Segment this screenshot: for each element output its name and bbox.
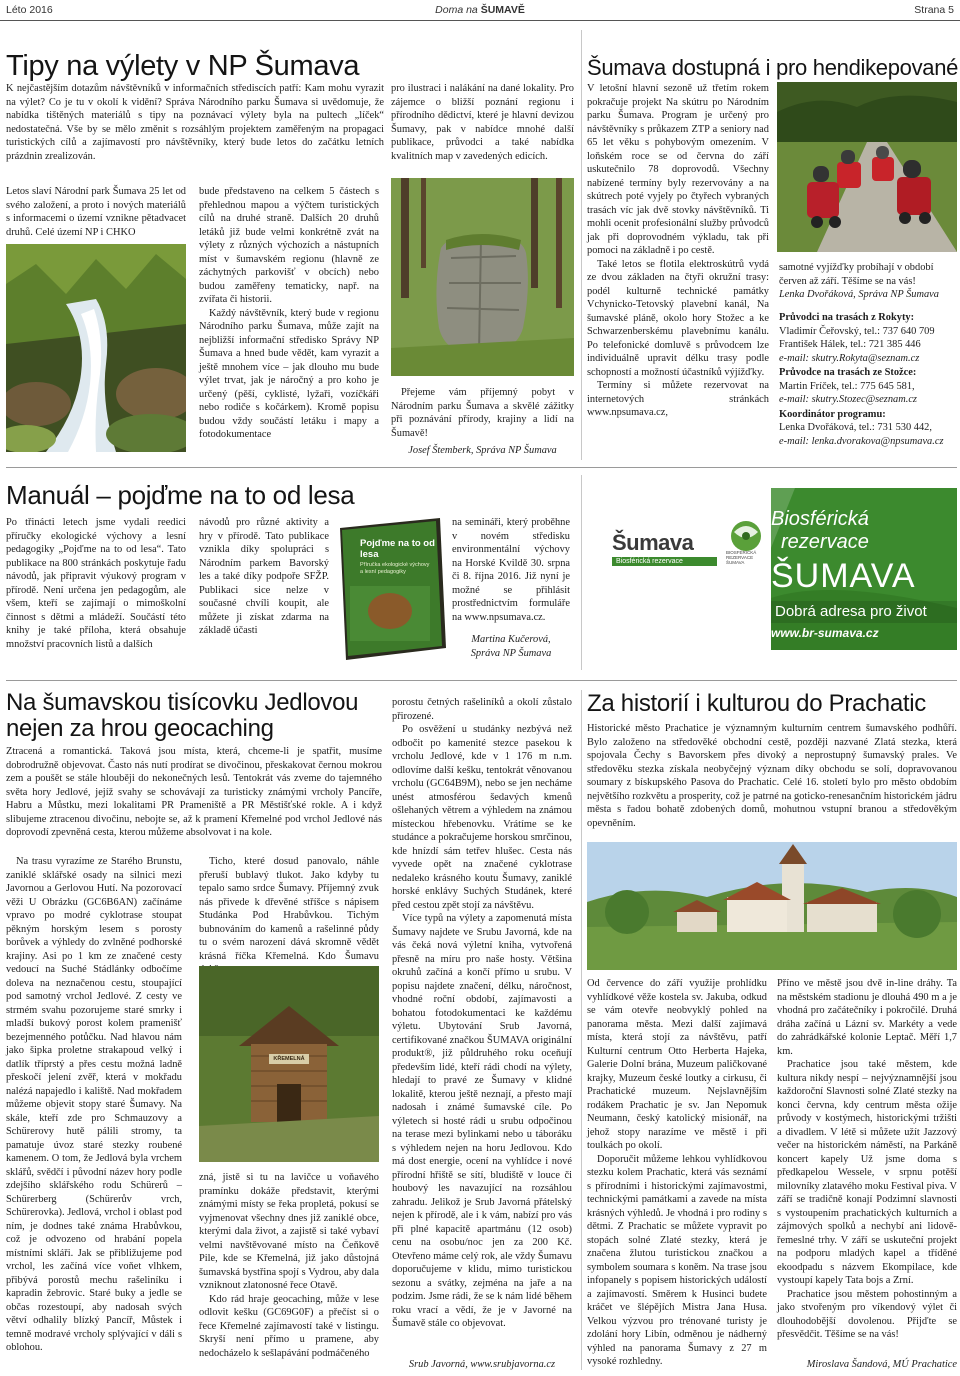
article4-title-line2: nejen za hrou geocaching — [6, 715, 274, 742]
header-date: Léto 2016 — [6, 4, 53, 16]
article5-col1-p2: Doporučit můžeme lehkou vyhlídkovou stezku kolem Prachatic, která vás seznámí s přírodními i historickými zajímavostmi, technickými památkami a zavede na místa krásných výhledů. Je vhodná i pro rodiny s dětmi. Z Prachatic se můžete vypravit po stopách solné Zlaté stezky, která je značena žlutou turistickou značkou a symbolem soumara s koněm. Na trase jsou infopanely s popisem historických událostí a zajímavostí. Směrem k Husinci budete kráčet ve šlépějích Mistra Jana Husa. Velkou výzvou pro trénované turisty je zdolání hory Libín, odměnou je nádherný výhled na panorama Šumavy z 27 m vysoké rozhledny. — [587, 1153, 767, 1367]
biosphere-reserve-ad[interactable] — [588, 488, 957, 650]
article1-col2-p2: Každý návštěvník, který bude v regionu Národního parku Šumava, může zajít na nejbližší informační středisko Správy NP Šumava a hned bude vědět, kam vyrazit a ještě mnohem více – jak dlouho mu bude výlet trvat, jak je náročný a pro koho je určený (pěší, cyklisté, lyžaři, vozíčkáři nebo rodiče s kočárkem). Kromě popisu budou vždy součástí letáku i mapy a fotodokumentace — [199, 307, 379, 440]
header-publication — [0, 4, 960, 16]
ad-title-line2: rezervace — [781, 531, 869, 553]
contact-line: Vladimír Čeřovský, tel.: 737 640 709 — [779, 325, 935, 337]
ad-title-line3: ŠUMAVA — [771, 557, 916, 595]
ad-url[interactable]: www.br-sumava.cz — [771, 626, 879, 640]
article3-signature-org: Správa NP Šumava — [470, 647, 552, 659]
article4-col2b — [199, 1171, 379, 1360]
article4-col2b-p2: Kdo rád hraje geocaching, může v lese odlovit kešku (GC69G0F) a přečíst si o řece Křemelné zajímavostí také v listingu. Skryší není přímo u pramene, aby nedocházelo k sešlapávání podmáčeného — [199, 1293, 379, 1359]
section-rule-2 — [6, 680, 957, 681]
article1-col1: Letos slaví Národní park Šumava 25 let od svého založení, a proto i nových materiálů s informacemi o území vznikne pětadvacet druhů. Celé území NP i CHKO — [6, 186, 186, 238]
sumava-logo-text: Šumava — [612, 530, 694, 555]
article5-col2-p2: Prachatice jsou také městem, kde kultura nikdy nespí – nejvýznamnější jsou každoroční Slavnosti solné Zlaté stezky na konci června, kdy centrum města ožije průvody v kostýmech, historickými tržišti a divadlem. V létě si můžete užít Jazzový večer na historickém náměstí, na Parkáně koncert kapely Už jsme doma s předkapelou Wessele, v srpnu potěší milovníky zlatavého moku Festival piva. V září se tradičně konají Podzimní slavnosti s vystoupením prachatických kulturních a zájmových spolků a nechybí ani lidově-řemeslné trhy. V září se uskuteční projekt na podporu mladých kapel a tříděné ekoodpadu s názvem Ekompilace, kde vystoupí kapely Tata bojs a Zrní. — [777, 1059, 957, 1286]
book-cover-subtitle: Příručka ekologické výchovy a lesní pedagogiky — [360, 562, 430, 575]
header-publication-prefix: Doma na — [435, 4, 481, 16]
contact-group-stozec — [779, 366, 957, 407]
article4-col3-p3: Více typů na výlety a zapomenutá místa Šumavy najdete ve Srubu Javorná, kde na vás čeká nová výletní kniha, vytvořená přesně na míru pro naše hosty. Většina okruhů začíná a končí přímo u srubu. V popisu najdete značení, délku, náročnost, vhodné roční období, zajímavosti a bohatou fotodokumentaci ke každému výletu. Ubytování Srub Javorná, certifikované značkou ŠUMAVA originální produkt®, již půldruhého roku oceňují především lidé, kteří rádi chodí na výlety, hledají to pravé ze Šumavy v klidné lokalitě, kterou ještě neznají, a přesto mají nadosah i známé šumavské cíle. Po výletech si hosté rádi u srubu odpočinou na terase mezi bylinkami nebo u táboráku s výhledem nejen na horu Jedlovou. Kdo má dost energie, ocení na vyhlídce i nové přírodní hřiště se sítí, bludiště v louce či houbový les navazující na rozsáhlou zahradu. Jelikož je Srub Javorná přátelský nejen k přírodě, ale i k vám, nabízí pro vás při plné kapacitě apartmánu (12 osob) cenu na osobu/noc jen za 200 Kč. Otevřeno máme celý rok, ale vždy Šumavu doporučujeme v klidu, mimo turistickou sezonu a svátky, zejména na jaře a na podzim. Jsme rádi, že se k nám lidé během roku vrací a vědí, že je v Javorné na Šumavě stále co objevovat. — [392, 913, 572, 1329]
contact-line: Martin Fríček, tel.: 775 645 581, — [779, 380, 915, 392]
article4-title — [6, 690, 358, 742]
article4-col3 — [392, 696, 572, 1331]
article1-col2 — [199, 185, 379, 442]
spring-shelter-photo — [199, 966, 379, 1162]
article2-col2: samotné vyjížďky probíhají v období červen až září. Těšíme se na vás! — [779, 262, 934, 287]
article4-signature: Srub Javorná, www.srubjavorna.cz — [408, 1359, 556, 1370]
article3-col1: Po třinácti letech jsme vydali reedici příručky ekologické výchovy a lesní pedagogiky „Pojďme na to od lesa“. Tato publikace na 800 stránkách poskytuje řadu návodů, jak připravit výukový program v přírodě. Není určena jen pedagogům, ale všem, kteří se zajímají o mimoškolní činnost s dětmi a mládeží. Součástí této knihy je také příloha, která obsahuje množství pracovních listů a dalších — [6, 517, 186, 650]
article3-signature-name: Martina Kučerová, — [471, 634, 551, 645]
article3-col3: na semináři, který proběhne v novém středisku environmentální výchovy na Horské Kvildě 30. srpna či 8. října 2016. Již nyní je možné se přihlásit prostřednictvím formuláře na www.npsumava.cz. — [452, 517, 570, 623]
header-page-number: Strana 5 — [914, 4, 954, 16]
article2-col1-p2: Také letos se flotila elektroskútrů vydá ze dvou základen na čtyři okružní trasy: podél kulturně technické památky Vchynicko-Tetovský plavební kanál, Na šumavské pláně, okolo hory Stožec a ke Schwarzenberskému plavebnímu kanálu. Po telefonické domluvě s průvodcem lze individuálně upravit délku trasy podle schopností a možností účastníků výjížďky. — [587, 258, 769, 378]
article5-col2-p1: Příno ve městě jsou dvě in-line dráhy. Ta na městském stadionu je dlouhá 490 m a je vhodná pro začátečníky i pokročilé. Druhá dráha začíná u Lázní sv. Markéty a vede do zahrádkářské kolonie Leptač. Měří 1,7 km. — [777, 978, 957, 1057]
ad-green-panel — [771, 488, 957, 650]
article2-contacts — [779, 311, 957, 448]
contact-email[interactable]: e-mail: skutry.Rokyta@seznam.cz — [779, 352, 920, 364]
article2-col1-p1: V letošní hlavní sezoně už třetím rokem pokračuje projekt Na skútru po Národním parku Šumava. Program je určený pro návštěvníky s průkazem ZTP a seniory nad 65 let věku s pohybovým omezením. V loňském roce se od června do září uskutečnilo 78 doprovodů. Všechny nabízené termíny byly rezervovány a na skútrech poté vyjely po čtyřech vybraných trasách víc jak dvě stovky návštěvníků. Ti mohli ocenit profesionální služby průvodců jak při doprovodném výkladu, tak při pomoci na základně i po cestě. — [587, 83, 769, 256]
article5-col2 — [777, 977, 957, 1342]
book-cover-title: Pojďme na to od lesa — [360, 538, 435, 560]
header-rule — [0, 20, 960, 21]
ad-slogan: Dobrá adresa pro život — [771, 601, 957, 623]
article1-col3-p2: Přejeme vám příjemný pobyt v Národním parku Šumava a skvělé zážitky při poznávání přírody, krajiny a lidí na Šumavě! — [391, 387, 574, 439]
contact-heading-rokyta: Průvodci na trasách z Rokyty: — [779, 312, 915, 323]
article2-title: Šumava dostupná i pro hendikepované — [587, 55, 959, 80]
article4-col3-p2: Po osvěžení u studánky nezbývá než odbočit po kamenité stezce pasekou k vrcholu Jedlové, kde v 1 176 m n.m. odlovíme další kešku, tentokrát věnovanou vrcholu (GC64B9M), nebo se jen necháme unést atmosférou šedavých kmenů ošlehaných větrem a výhledem na známou místeckou hřebenovku. Vrátíme se ke studánce a pokračujeme horskou smrčinou, kde hnízdí sám tetřev hlušec. Cesta nás vyvede opět na značené cyklotrase nedaleko krásného koutu Šumavy, zaniklé horské enklávy Suchých Studánek, které před cestou zpět stojí za návštěvu. — [392, 724, 572, 911]
sumava-logo — [612, 530, 717, 566]
contact-group-coordinator — [779, 408, 957, 449]
contact-group-rokyta — [779, 311, 957, 365]
article5-intro: Historické město Prachatice je významným kulturním centrem šumavského podhůří. Bylo založeno na středověké obchodní cestě, později nazvané Zlatá stezka, která spojovala Čechy s Bavorskem přes divoký a neprostupný šumavský prales. Ve středověku stezka získala neobyčejný význam díky obchodu se solí, dopravovanou soumary z bískupského Pasova do Prachatic. Celé 16. století bylo pro město obdobím největšího rozkvětu a prosperity, což je patrné na goticko-renesančním historickém jádru města s řadou bohatě zdobených domů, mohutnou vstupní branou a středověkým opevněním. — [587, 723, 957, 829]
contact-line: Lenka Dvořáková, tel.: 731 530 442, — [779, 422, 932, 433]
prachatice-photo — [587, 842, 957, 970]
contact-line: František Hálek, tel.: 721 385 446 — [779, 339, 921, 350]
article1-intro: K nejčastějším dotazům návštěvníků v informačních střediscích patří: Kam mohu vyrazit na výlet? Co je tu v okolí k vidění? Správa Národního parku Šumava si uvědomuje, že nabídka tištěných materiálů s tipy na poznávací výlety byla na pultech „líček“ nedostatečná. Vše by se mělo změnit s rozsáhlým projektem zaměřeným na propagaci turistických cílů a zajímavostí pro návštěvníky, který bude letos do začátku letních prázdnin zrealizován. — [6, 83, 384, 162]
rock-formation-photo — [391, 178, 574, 376]
contact-email[interactable]: e-mail: lenka.dvorakova@npsumava.cz — [779, 435, 944, 447]
article2-col1-p3: Termíny si můžete rezervovat na internetových stránkách www.npsumava.cz, — [587, 380, 769, 418]
article4-col2: Ticho, které dosud panovalo, náhle přeruší bublavý tlukot. Jako kdyby tu tepalo samo srdce Šumavy. Příjemný zvuk nás přivede k dřevěné stříšce s nápisem Studánka Pod Hrabůvkou. Tichým bubnováním do kamenů a rašelinné půdy tu o svém narození dává skromně vědět krásná říčka Křemelná. Kdo Šumavu — [199, 856, 379, 962]
article1-signature: Josef Štemberk, Správa NP Šumava — [408, 445, 557, 456]
article5-signature: Miroslava Šandová, MÚ Prachatice — [806, 1359, 957, 1370]
article4-title-line1: Na šumavskou tisícovku Jedlovou — [6, 689, 359, 716]
article5-col2-p3: Prachatice jsou městem pohostinným a jako stvořeným pro víkendový výlet či dlouhodobější dovolenou. Přijďte se přesvědčit. Těšíme se na vás! — [777, 1288, 957, 1340]
column-divider-bottom — [581, 690, 582, 1370]
contact-heading-stozec: Průvodce na trasách ze Stožce: — [779, 367, 917, 378]
section-rule-1 — [6, 467, 957, 468]
article4-col1: Na trasu vyrazíme ze Starého Brunstu, zaniklé sklářské osady na silnici mezi Javornou a Gerlovou Hutí. Na pozorovací věži U Obrázku (GC6B6AN) začínáme vpravo po modré cyklotrase stoupat pěkným horským lesem s porosty borůvek a výhledy do zvlněné podhorské krajiny. Asi po 1 km ze značené cesty vedoucí na Suché Stádlánky odbočíme doleva na neznačenou cestu, stoupající pod samotný vrchol Jedlové. Z cesty ve strmém svahu pozorujeme staré smrky i mladší bukový porost kolem pramenišť bezejmenného potůčku. Nad hlavou nám jako šipka proletne strakapoud velký i datlík tříprstý a přes cestu možná ladně přeskočí jelení zvěř, která v mokřadu nalézá napajedlo i kaliště. Nad mokřadem můžeme objevit stopy staré Šumavy. Na skále, kteří zde pro Schmauzovy a Schürerovy hutě pálili stromy, ta pamatuje úvoz staré stezky roubené kamenem. O tom, že Jedlová byla vrchem sklářů, svědčí i původní název hory podle zdejšího sklářského rodu Schürerů – Schürerberg (Schürerův vrch, Schürerovka). Jedlová, vrchol i oblast pod ním, je dodnes také známa Hrabůvkou, což je odvozeno od hrabání popela místními skláři. Jak se přibližujeme pod vrchol, les začíná více voňet vlhkem, přibývá porostů mechu rašeliníku i kapradin žebrovic. Staré buky a jedle se občas rozestoupí, aby nadosah svých větví odhalily blízký Pancíř, Můstek i temně modravé vrcholy splývající v dáli s oblohou. — [6, 856, 182, 1353]
article1-col2-p1: bude představeno na celkem 5 částech s přehlednou mapou a výčtem turistických cílů na druhé straně. Dalších 20 druhů letáků již bude velmi konkrétně zvát na výlety z různých výchozích a nástupních míst v šumavském regionu (hlavně ze záchytných parkovišť v obcích) nebo budou zaměřeny tematicky, např. na zvířata či historii. — [199, 186, 379, 305]
article1-title: Tipy na výlety v NP Šumava — [6, 50, 360, 82]
page-header — [0, 0, 960, 22]
sumava-logo-sub: Biosférická rezervace — [612, 557, 717, 566]
header-publication-brand: ŠUMAVĚ — [480, 4, 525, 16]
unesco-text: BIOSFÉRICKÁ REZERVACE ŠUMAVA — [726, 550, 757, 565]
spring-sign-text: KŘEMELNÁ — [273, 1056, 305, 1062]
column-divider-top — [581, 30, 582, 460]
article4-col3-p1: porostu četných rašeliníků a okolí zůstalo přirozené. — [392, 697, 572, 722]
book-cover-image — [330, 516, 448, 662]
article2-signature: Lenka Dvořáková, Správa NP Šumava — [779, 289, 939, 300]
article3-signature — [452, 633, 570, 660]
column-divider-mid — [581, 475, 582, 670]
contact-heading-coordinator: Koordinátor programu: — [779, 408, 886, 420]
article1-col3-p1: pro ilustraci i nalákání na dané lokality. Pro zájemce o bližší poznání regionu i přírodního dědictví, které je hlavní devizou Šumavy, pak v nabídce mnohé další publikace, průvodci a také nabídka kvalitních map v zavedených edicích. — [391, 83, 574, 162]
article5-col1-p1: Od července do září využije prohlídku vyhlídkové věže kostela sv. Jakuba, odkud se vám otevře neobvyklý pohled na panorama města. Mezi další zajímavá místa, která stojí za návštěvu, patří Kulturní centrum Otto Herberta Hajeka, Galerie Dolní brána, Muzeum paličkované krajky, Muzeum české loutky a cirkusu, či Prachatické muzeum. Nejslavnějším rodákem Prachatic je sv. Jan Nepomuk Neumann, český katolický misionář, na jehož stopy narazíme ve městě i při toulkách po okolí. — [587, 978, 767, 1151]
article3-col2: návodů pro různé aktivity a hry v přírodě. Tato publikace vznikla díky spolupráci s Národním parkem Bavorský les a také díky podpoře SFŽP. Publikaci sice nelze v současné chvíli koupit, ale můžete ji získat zdarma na základě účasti — [199, 517, 329, 636]
article5-col1 — [587, 977, 767, 1369]
article4-col2b-p1: zná, jistě si tu na lavičce u voňavého pramínku dokáže představit, kterými známými místy se řeka propletá, pokusí se vyjmenovat všechny dnes již zaniklé obce, kterými dala život, a zajistě si také vybaví velmi navštěvované místo na Čeňkově Pile, kde se Křemelná, již jako důstojná šumavská bystřina spojí s Vydrou, aby dala vzniknout zlatonosné řece Otavě. — [199, 1172, 379, 1291]
waterfall-photo — [6, 244, 186, 452]
article4-intro: Ztracená a romantická. Taková jsou místa, která, chceme-li je spatřit, musíme dobrodružně objevovat. Často nás nutí prodírat se divočinou, přeskakovat černou mokrou zem a poušět se stále hlouběji do nekonečných lesů. Tentokrát vás zveme do tajemného světa hory Jedlové, jejíž svahy se schovávají za turisticky známými vrcholy Pancíře, Habru a Můstku, mezi lokalitami PR Prameniště a PR Městišťské rokle. A i když slibujeme ztracenou divočinu, nebojte se, až k pramení Křemelné pod vrchol Jedlové nás doprovodí zpevněná cesta, kterou můžeme absolvovat i na kole. — [6, 746, 382, 838]
article5-title: Za historií i kulturou do Prachatic — [587, 690, 926, 717]
ad-title-line1: Biosférická — [771, 508, 869, 530]
contact-email[interactable]: e-mail: skutry.Stozec@seznam.cz — [779, 394, 917, 405]
scooter-photo — [777, 82, 957, 252]
article2-col1 — [587, 82, 769, 420]
article3-title: Manuál – pojďme na to od lesa — [6, 480, 355, 510]
